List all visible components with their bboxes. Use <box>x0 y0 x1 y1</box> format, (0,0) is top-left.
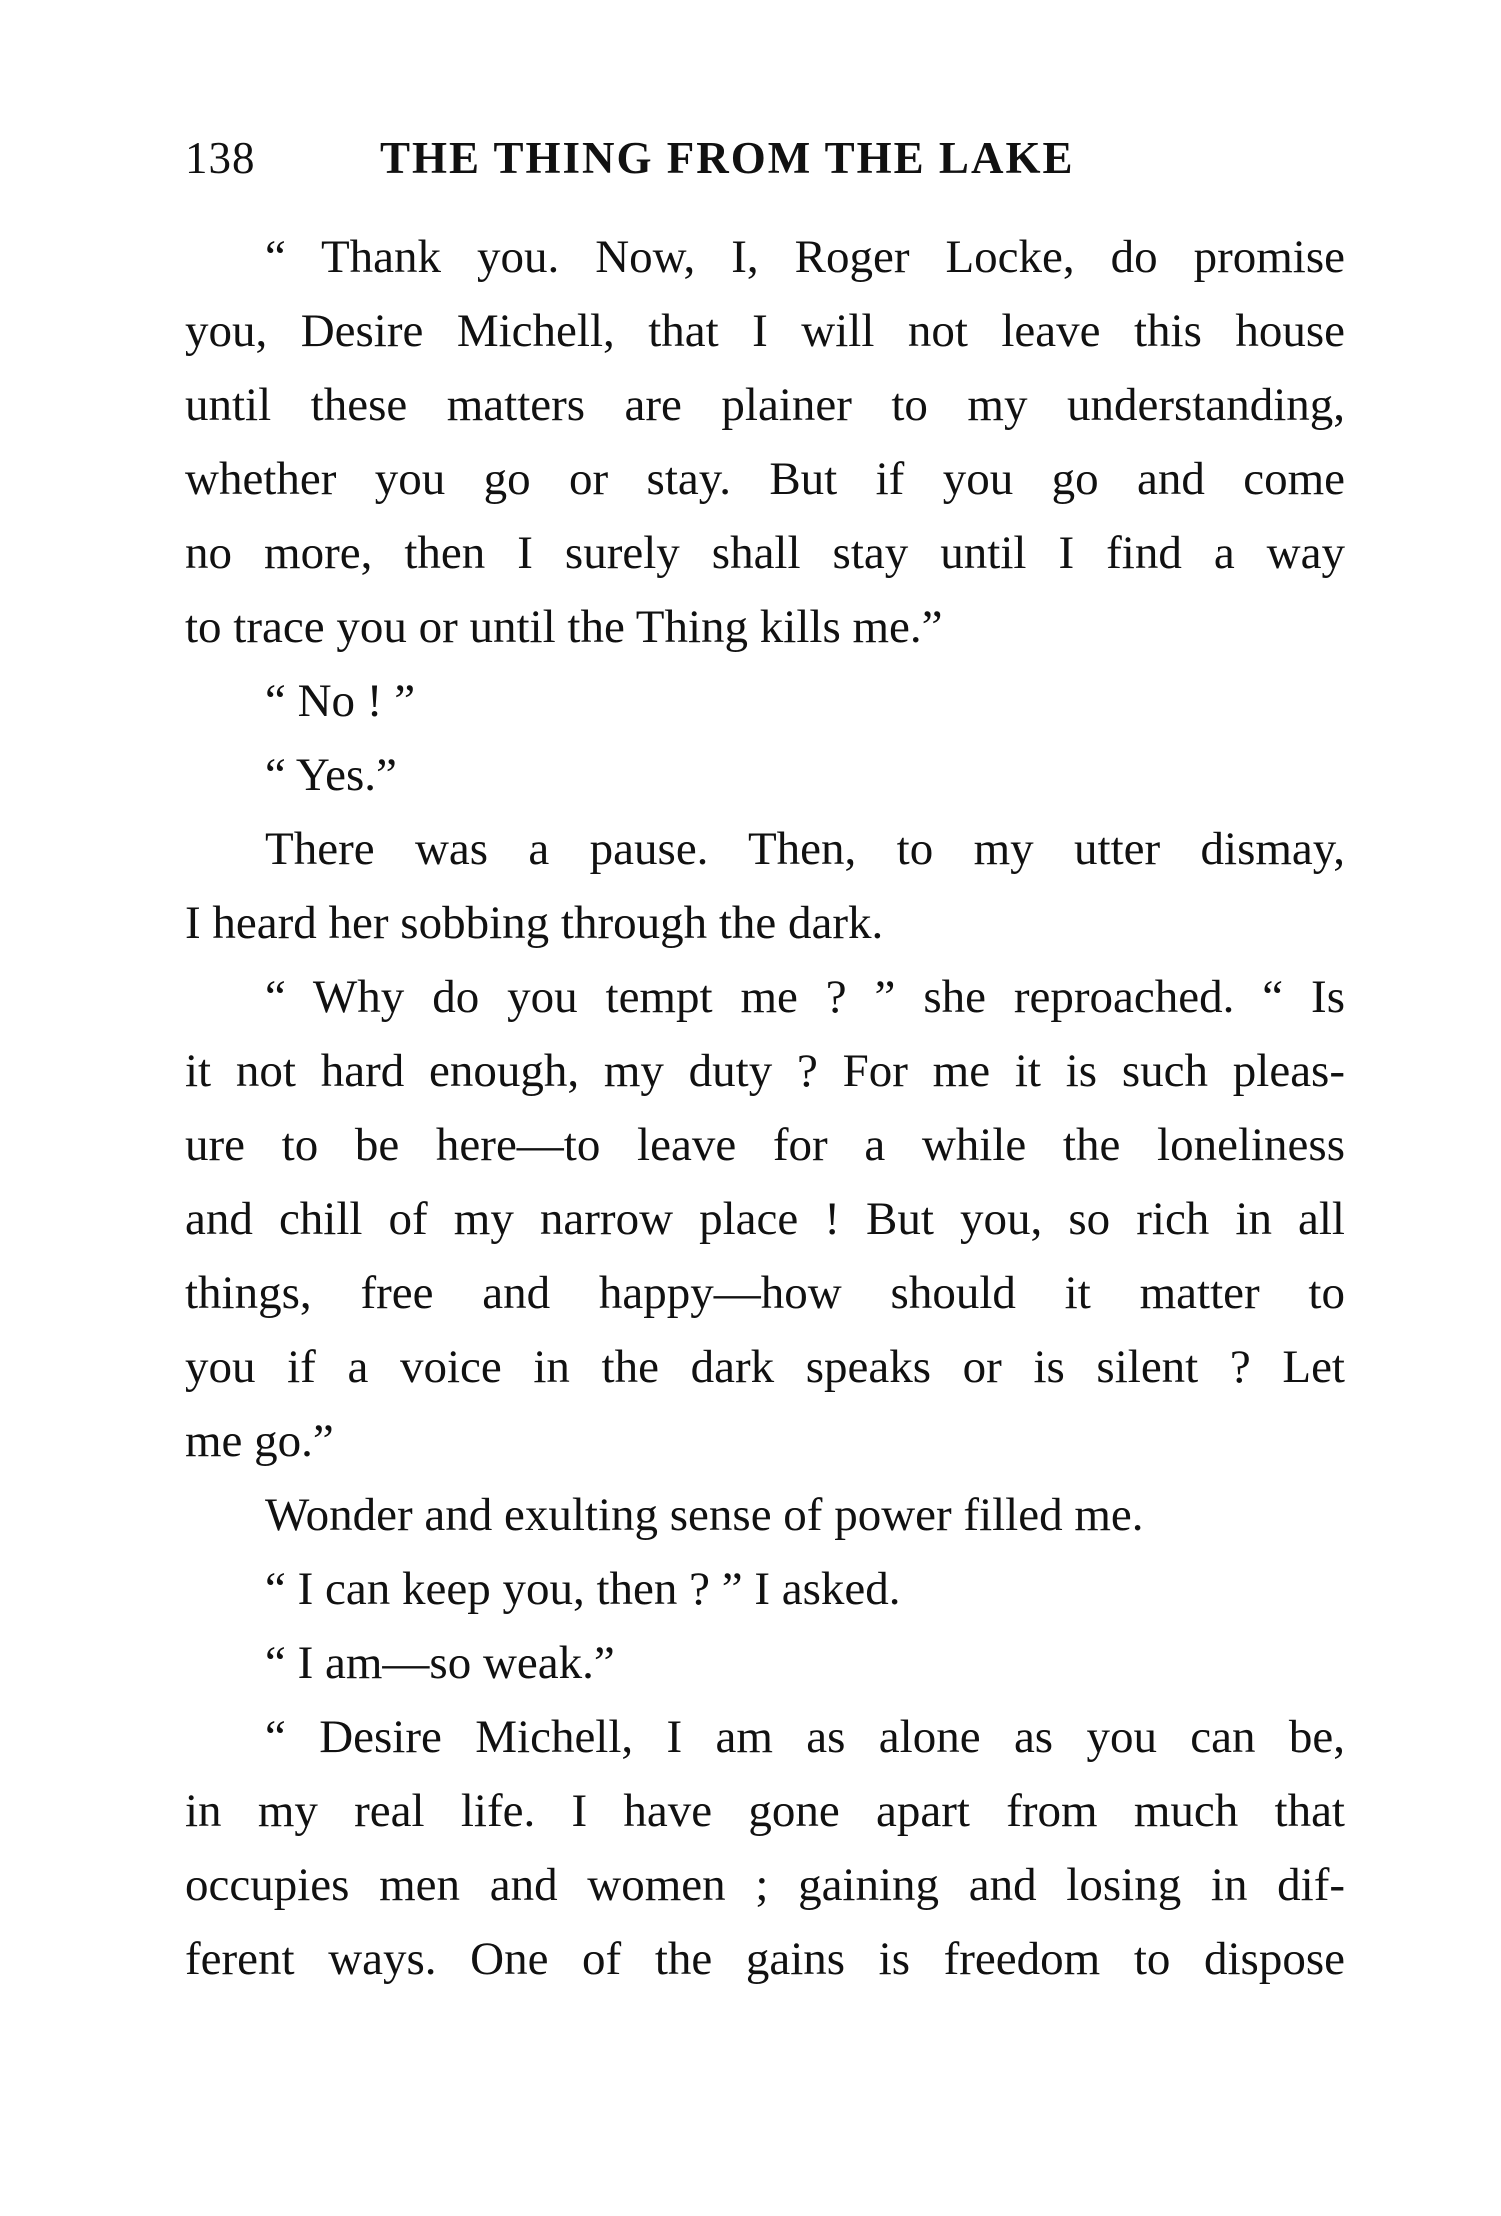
text-line: to trace you or until the Thing kills me.” <box>185 601 943 653</box>
text-line: and chill of my narrow place ! But you, so rich in all <box>185 1193 1345 1245</box>
text-line: in my real life. I have gone apart from much that <box>185 1785 1345 1837</box>
text-line: Wonder and exulting sense of power filled me. <box>265 1489 1144 1541</box>
text-line: “ I can keep you, then ? ” I asked. <box>265 1563 901 1615</box>
page-number: 138 <box>185 133 256 183</box>
running-title: THE THING FROM THE LAKE <box>380 133 1075 183</box>
text-line: until these matters are plainer to my understanding, <box>185 379 1345 431</box>
text-line: “ Desire Michell, I am as alone as you can be, <box>265 1711 1345 1763</box>
text-line: me go.” <box>185 1415 334 1467</box>
text-line: occupies men and women ; gaining and losing in dif- <box>185 1859 1345 1911</box>
text-line: ure to be here—to leave for a while the loneliness <box>185 1119 1345 1171</box>
text-line: things, free and happy—how should it matter to <box>185 1267 1345 1319</box>
text-line: “ Why do you tempt me ? ” she reproached. “ Is <box>265 971 1345 1023</box>
text-line: “ Yes.” <box>265 749 397 801</box>
text-line: no more, then I surely shall stay until I find a way <box>185 527 1345 579</box>
text-line: it not hard enough, my duty ? For me it is such pleas- <box>185 1045 1345 1097</box>
text-line: “ Thank you. Now, I, Roger Locke, do promise <box>265 231 1345 283</box>
text-line: whether you go or stay. But if you go and come <box>185 453 1345 505</box>
text-line: you if a voice in the dark speaks or is silent ? Let <box>185 1341 1345 1393</box>
text-line: I heard her sobbing through the dark. <box>185 897 884 949</box>
text-line: “ No ! ” <box>265 675 416 727</box>
text-line: There was a pause. Then, to my utter dismay, <box>265 823 1345 875</box>
text-line: you, Desire Michell, that I will not leave this house <box>185 305 1345 357</box>
body-text <box>185 220 1345 2140</box>
running-head <box>185 128 1345 188</box>
text-line: “ I am—so weak.” <box>265 1637 615 1689</box>
text-line: ferent ways. One of the gains is freedom to dispose <box>185 1933 1345 1985</box>
